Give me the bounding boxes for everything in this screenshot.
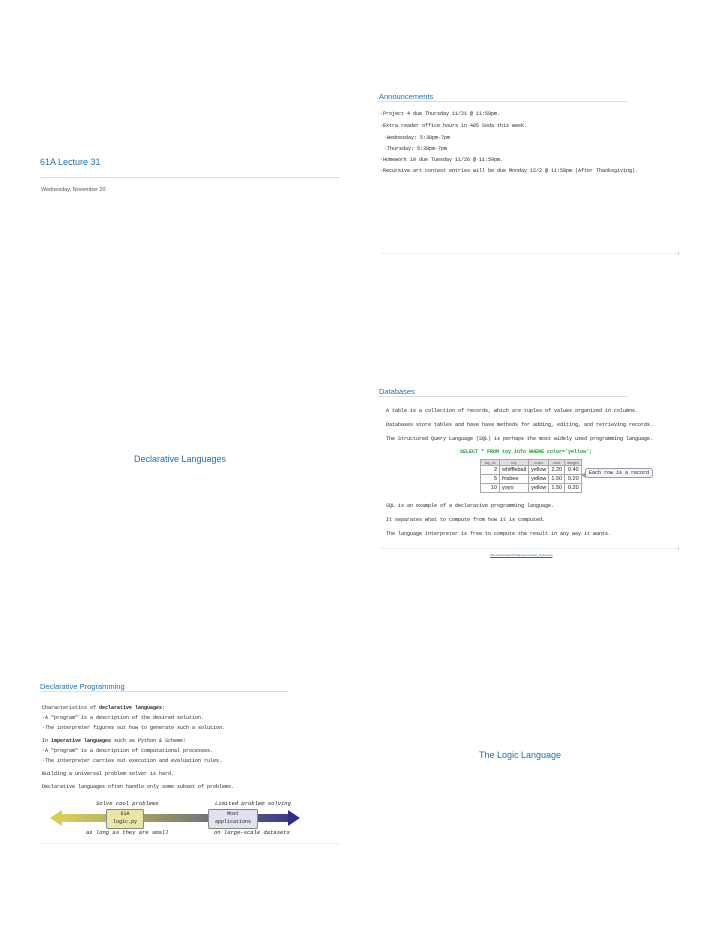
table-row	[481, 475, 582, 484]
arrow-left-head	[50, 810, 62, 826]
body-text: A table is a collection of records, which are tuples of values organized in columns.	[386, 408, 639, 414]
footer-mark	[678, 252, 679, 255]
title-divider	[379, 101, 627, 102]
table-cell: 2.20	[549, 466, 565, 475]
table-cell: yellow	[529, 475, 549, 484]
body-text: The Structured Query Language (SQL) is perhaps the most widely used programming language.	[386, 436, 654, 442]
bullet-item: ◦Extra reader office hours in 405 Soda this week.	[380, 123, 528, 129]
bullet-item: ◦The interpreter carries out execution and evaluation rules.	[42, 758, 223, 764]
diagram-label: as long as they are small	[86, 829, 169, 836]
footer-mark	[678, 547, 679, 550]
lecture-date: Wednesday, November 20	[41, 187, 106, 193]
title-divider	[40, 691, 288, 692]
source-link[interactable]: http://www.desertfirstlamps.com/sql_toyset.php	[490, 553, 553, 557]
table-cell: yellow	[529, 466, 549, 475]
diagram-label: on large-scale datasets	[214, 829, 290, 836]
footer-rule	[40, 843, 340, 844]
table-cell: 5	[481, 475, 500, 484]
logic-py-box: 61A logic.py	[106, 809, 144, 829]
body-text: SQL is an example of a declarative programming language.	[386, 503, 555, 509]
body-text: Building a universal problem solver is hard.	[42, 771, 175, 777]
table-cell: 1.50	[549, 475, 565, 484]
footer-rule	[380, 548, 680, 549]
slide-title: Announcements	[379, 92, 434, 101]
sub-bullet-item: ◦Wednesday: 5:30pm-7pm	[384, 135, 451, 141]
bullet-item: ◦The interpreter figures out how to generate such a solution.	[42, 725, 226, 731]
table-cell: 10	[481, 484, 500, 493]
slide-declarative-programming	[20, 670, 340, 910]
toy-table	[480, 459, 582, 493]
lecture-title: 61A Lecture 31	[40, 157, 101, 167]
table-header: toy	[500, 460, 529, 466]
diagram-label: Solve cool problems	[96, 800, 159, 807]
table-cell: whiffleball	[500, 466, 529, 475]
slide-title: Databases	[379, 387, 415, 396]
record-callout: Each row is a record	[585, 468, 653, 478]
slide-logic-language	[360, 670, 680, 910]
body-text: Declarative languages often handle only some subset of problems.	[42, 784, 235, 790]
table-header: cost	[549, 460, 565, 466]
table-header: toy_id	[481, 460, 500, 466]
slide-databases	[360, 375, 680, 615]
table-row	[481, 466, 582, 475]
table-cell: yellow	[529, 484, 549, 493]
bullet-item: ◦Project 4 due Thursday 11/21 @ 11:59pm.	[380, 111, 501, 117]
body-text: Databases store tables and have have methods for adding, editing, and retrieving records.	[386, 422, 654, 428]
table-header: weight	[565, 460, 582, 466]
bullet-item: ◦A "program" is a description of computational processes.	[42, 748, 214, 754]
bullet-item: ◦Homework 10 due Tuesday 11/26 @ 11:59pm.	[380, 157, 504, 163]
most-applications-box: Most applications	[208, 809, 258, 829]
slide-title: Declarative Programming	[40, 682, 125, 691]
title-divider	[40, 177, 340, 178]
body-text: Characteristics of declarative languages:	[42, 705, 166, 711]
sub-bullet-item: ◦Thursday: 5:30pm-7pm	[384, 146, 448, 152]
table-cell: frisbee	[500, 475, 529, 484]
slide-announcements	[360, 80, 680, 320]
sql-query: SELECT * FROM toy_info WHERE color='yellow';	[460, 449, 593, 455]
section-title: Declarative Languages	[133, 454, 227, 464]
diagram-label: Limited problem solving	[215, 800, 291, 807]
section-title: The Logic Language	[478, 750, 562, 760]
bullet-item: ◦Recursive art contest entries will be due Monday 12/2 @ 11:59pm (After Thanksgiving).	[380, 168, 639, 174]
body-text: It separates what to compute from how it is computed.	[386, 517, 546, 523]
slide-declarative-languages	[20, 375, 340, 615]
table-cell: 0.40	[565, 466, 582, 475]
body-text: In imperative languages such as Python & Scheme:	[42, 738, 187, 744]
table-header: color	[529, 460, 549, 466]
table-cell: 0.20	[565, 484, 582, 493]
title-divider	[379, 396, 627, 397]
arrow-right-head	[288, 810, 300, 826]
bullet-item: ◦A "program" is a description of the desired solution.	[42, 715, 205, 721]
slide-lecture-title	[20, 80, 340, 320]
body-text: The language interpreter is free to compute the result in any way it wants.	[386, 531, 612, 537]
footer-rule	[380, 253, 680, 254]
table-cell: 0.20	[565, 475, 582, 484]
table-cell: 1.50	[549, 484, 565, 493]
table-cell: yoyo	[500, 484, 529, 493]
table-cell: 2	[481, 466, 500, 475]
table-row	[481, 484, 582, 493]
